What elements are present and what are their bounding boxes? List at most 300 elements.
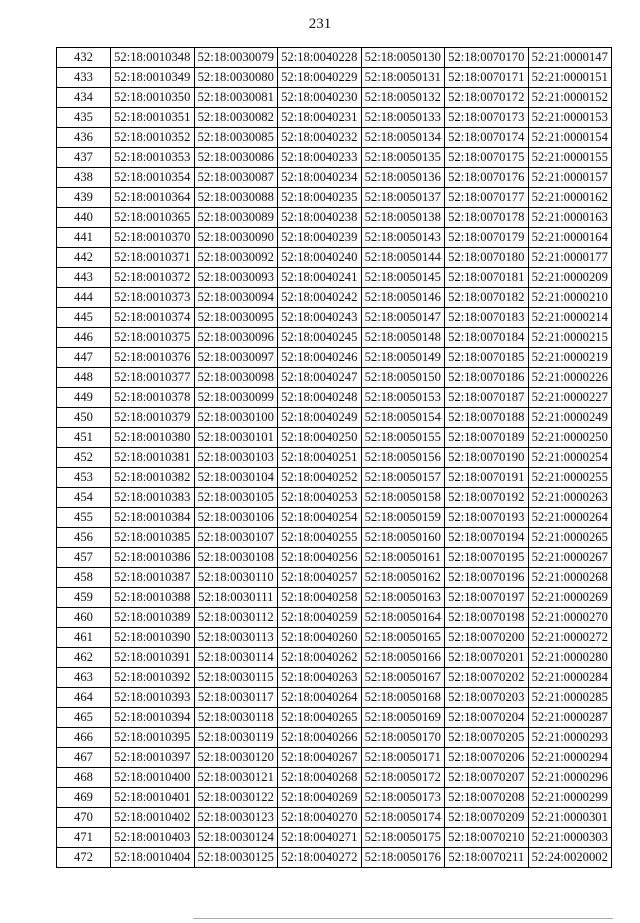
cadastral-number-cell: 52:18:0010389: [111, 608, 195, 628]
cadastral-number-cell: 52:18:0040264: [278, 688, 362, 708]
cadastral-number-cell: 52:18:0070185: [445, 348, 529, 368]
table-row: [57, 668, 612, 688]
row-number-cell: 465: [57, 708, 111, 728]
cadastral-number-cell: 52:18:0030086: [194, 148, 278, 168]
row-number-cell: 471: [57, 828, 111, 848]
cadastral-number-cell: 52:18:0070172: [445, 88, 529, 108]
cadastral-number-cell: 52:18:0050169: [361, 708, 445, 728]
cadastral-number-cell: 52:18:0040262: [278, 648, 362, 668]
table-row: [57, 228, 612, 248]
cadastral-number-cell: 52:21:0000226: [528, 368, 612, 388]
cadastral-number-cell: 52:18:0040256: [278, 548, 362, 568]
cadastral-number-cell: 52:18:0050154: [361, 408, 445, 428]
cadastral-number-cell: 52:21:0000214: [528, 308, 612, 328]
cadastral-number-cell: 52:21:0000153: [528, 108, 612, 128]
cadastral-number-cell: 52:18:0010348: [111, 48, 195, 68]
cadastral-number-cell: 52:18:0040252: [278, 468, 362, 488]
cadastral-number-cell: 52:18:0040255: [278, 528, 362, 548]
cadastral-number-cell: 52:18:0040245: [278, 328, 362, 348]
table-row: [57, 248, 612, 268]
table-row: [57, 708, 612, 728]
table-row: [57, 508, 612, 528]
row-number-cell: 442: [57, 248, 111, 268]
cadastral-number-cell: 52:18:0010385: [111, 528, 195, 548]
cadastral-number-cell: 52:18:0040241: [278, 268, 362, 288]
cadastral-number-cell: 52:21:0000164: [528, 228, 612, 248]
cadastral-number-cell: 52:18:0030079: [194, 48, 278, 68]
row-number-cell: 460: [57, 608, 111, 628]
cadastral-number-cell: 52:18:0050176: [361, 848, 445, 868]
cadastral-number-cell: 52:18:0030096: [194, 328, 278, 348]
cadastral-number-cell: 52:18:0050130: [361, 48, 445, 68]
cadastral-number-cell: 52:21:0000264: [528, 508, 612, 528]
cadastral-number-cell: 52:18:0070187: [445, 388, 529, 408]
cadastral-number-cell: 52:18:0030095: [194, 308, 278, 328]
cadastral-number-cell: 52:18:0070184: [445, 328, 529, 348]
cadastral-number-cell: 52:18:0010391: [111, 648, 195, 668]
cadastral-number-cell: 52:18:0050144: [361, 248, 445, 268]
cadastral-number-cell: 52:18:0070190: [445, 448, 529, 468]
cadastral-number-cell: 52:18:0030121: [194, 768, 278, 788]
cadastral-number-table: [56, 47, 612, 868]
table-row: [57, 288, 612, 308]
cadastral-number-cell: 52:18:0010354: [111, 168, 195, 188]
table-row: [57, 328, 612, 348]
row-number-cell: 469: [57, 788, 111, 808]
cadastral-number-cell: 52:18:0030107: [194, 528, 278, 548]
table-row: [57, 368, 612, 388]
cadastral-number-cell: 52:18:0040233: [278, 148, 362, 168]
row-number-cell: 464: [57, 688, 111, 708]
table-row: [57, 788, 612, 808]
row-number-cell: 472: [57, 848, 111, 868]
cadastral-number-cell: 52:18:0030090: [194, 228, 278, 248]
row-number-cell: 463: [57, 668, 111, 688]
cadastral-number-cell: 52:24:0020002: [528, 848, 612, 868]
cadastral-number-cell: 52:21:0000296: [528, 768, 612, 788]
table-row: [57, 348, 612, 368]
cadastral-number-cell: 52:18:0050145: [361, 268, 445, 288]
cadastral-number-cell: 52:18:0030094: [194, 288, 278, 308]
table-row: [57, 488, 612, 508]
cadastral-number-cell: 52:18:0030118: [194, 708, 278, 728]
row-number-cell: 470: [57, 808, 111, 828]
row-number-cell: 447: [57, 348, 111, 368]
cadastral-number-cell: 52:18:0070177: [445, 188, 529, 208]
cadastral-number-cell: 52:18:0050132: [361, 88, 445, 108]
cadastral-number-cell: 52:18:0010383: [111, 488, 195, 508]
cadastral-number-cell: 52:21:0000177: [528, 248, 612, 268]
cadastral-number-cell: 52:18:0070171: [445, 68, 529, 88]
cadastral-number-cell: 52:18:0040230: [278, 88, 362, 108]
cadastral-number-cell: 52:18:0030115: [194, 668, 278, 688]
cadastral-number-cell: 52:18:0070178: [445, 208, 529, 228]
table-row: [57, 828, 612, 848]
cadastral-number-cell: 52:18:0040260: [278, 628, 362, 648]
cadastral-number-cell: 52:18:0010350: [111, 88, 195, 108]
cadastral-number-cell: 52:18:0050175: [361, 828, 445, 848]
cadastral-number-cell: 52:18:0070174: [445, 128, 529, 148]
cadastral-number-cell: 52:18:0030093: [194, 268, 278, 288]
cadastral-number-cell: 52:18:0050171: [361, 748, 445, 768]
cadastral-number-cell: 52:18:0050149: [361, 348, 445, 368]
cadastral-number-cell: 52:18:0010378: [111, 388, 195, 408]
table-row: [57, 48, 612, 68]
table-row: [57, 88, 612, 108]
cadastral-number-cell: 52:18:0010401: [111, 788, 195, 808]
cadastral-number-cell: 52:21:0000155: [528, 148, 612, 168]
table-row: [57, 688, 612, 708]
cadastral-number-cell: 52:18:0070182: [445, 288, 529, 308]
row-number-cell: 450: [57, 408, 111, 428]
cadastral-number-cell: 52:18:0070189: [445, 428, 529, 448]
cadastral-number-cell: 52:18:0070201: [445, 648, 529, 668]
cadastral-number-cell: 52:18:0070176: [445, 168, 529, 188]
table-row: [57, 628, 612, 648]
cadastral-number-cell: 52:18:0010376: [111, 348, 195, 368]
cadastral-number-cell: 52:18:0040247: [278, 368, 362, 388]
cadastral-number-cell: 52:18:0070198: [445, 608, 529, 628]
row-number-cell: 444: [57, 288, 111, 308]
row-number-cell: 435: [57, 108, 111, 128]
cadastral-number-cell: 52:21:0000227: [528, 388, 612, 408]
cadastral-number-cell: 52:18:0040235: [278, 188, 362, 208]
cadastral-number-cell: 52:18:0040229: [278, 68, 362, 88]
cadastral-number-cell: 52:18:0030089: [194, 208, 278, 228]
cadastral-number-cell: 52:18:0050166: [361, 648, 445, 668]
cadastral-number-cell: 52:18:0030099: [194, 388, 278, 408]
cadastral-number-cell: 52:18:0040246: [278, 348, 362, 368]
cadastral-number-cell: 52:18:0010394: [111, 708, 195, 728]
row-number-cell: 458: [57, 568, 111, 588]
cadastral-number-cell: 52:21:0000254: [528, 448, 612, 468]
cadastral-number-cell: 52:18:0030117: [194, 688, 278, 708]
table-row: [57, 588, 612, 608]
cadastral-number-cell: 52:18:0040251: [278, 448, 362, 468]
table-row: [57, 68, 612, 88]
cadastral-number-cell: 52:21:0000268: [528, 568, 612, 588]
cadastral-number-cell: 52:21:0000209: [528, 268, 612, 288]
cadastral-number-cell: 52:18:0050165: [361, 628, 445, 648]
cadastral-number-cell: 52:18:0070203: [445, 688, 529, 708]
cadastral-number-cell: 52:18:0040269: [278, 788, 362, 808]
cadastral-number-cell: 52:18:0070173: [445, 108, 529, 128]
cadastral-number-cell: 52:18:0040270: [278, 808, 362, 828]
cadastral-number-cell: 52:21:0000284: [528, 668, 612, 688]
cadastral-number-cell: 52:18:0070209: [445, 808, 529, 828]
cadastral-number-cell: 52:18:0010364: [111, 188, 195, 208]
row-number-cell: 440: [57, 208, 111, 228]
cadastral-number-cell: 52:18:0070192: [445, 488, 529, 508]
cadastral-number-cell: 52:18:0010377: [111, 368, 195, 388]
cadastral-number-cell: 52:18:0030124: [194, 828, 278, 848]
cadastral-number-cell: 52:18:0070183: [445, 308, 529, 328]
page-number: 231: [308, 16, 332, 32]
cadastral-number-cell: 52:18:0010381: [111, 448, 195, 468]
cadastral-number-cell: 52:18:0010403: [111, 828, 195, 848]
row-number-cell: 441: [57, 228, 111, 248]
cadastral-number-cell: 52:18:0010384: [111, 508, 195, 528]
table-row: [57, 528, 612, 548]
cadastral-number-cell: 52:18:0030123: [194, 808, 278, 828]
cadastral-number-cell: 52:21:0000299: [528, 788, 612, 808]
table-row: [57, 268, 612, 288]
cadastral-number-cell: 52:18:0030101: [194, 428, 278, 448]
cadastral-number-cell: 52:18:0030114: [194, 648, 278, 668]
cadastral-number-cell: 52:21:0000163: [528, 208, 612, 228]
cadastral-number-cell: 52:18:0050137: [361, 188, 445, 208]
cadastral-number-cell: 52:18:0050136: [361, 168, 445, 188]
table-row: [57, 128, 612, 148]
cadastral-number-cell: 52:18:0070205: [445, 728, 529, 748]
row-number-cell: 456: [57, 528, 111, 548]
row-number-cell: 448: [57, 368, 111, 388]
cadastral-number-cell: 52:21:0000263: [528, 488, 612, 508]
row-number-cell: 445: [57, 308, 111, 328]
cadastral-number-cell: 52:18:0050134: [361, 128, 445, 148]
table-row: [57, 108, 612, 128]
table-row: [57, 748, 612, 768]
cadastral-number-cell: 52:18:0030106: [194, 508, 278, 528]
cadastral-number-cell: 52:18:0040272: [278, 848, 362, 868]
cadastral-number-cell: 52:18:0010352: [111, 128, 195, 148]
cadastral-number-cell: 52:21:0000151: [528, 68, 612, 88]
cadastral-number-cell: 52:18:0010372: [111, 268, 195, 288]
cadastral-number-cell: 52:18:0010380: [111, 428, 195, 448]
table-row: [57, 428, 612, 448]
row-number-cell: 457: [57, 548, 111, 568]
row-number-cell: 439: [57, 188, 111, 208]
cadastral-number-cell: 52:18:0070211: [445, 848, 529, 868]
cadastral-number-cell: 52:18:0030085: [194, 128, 278, 148]
cadastral-number-cell: 52:18:0050147: [361, 308, 445, 328]
cadastral-number-cell: 52:18:0070197: [445, 588, 529, 608]
cadastral-number-cell: 52:18:0030125: [194, 848, 278, 868]
row-number-cell: 449: [57, 388, 111, 408]
cadastral-number-cell: 52:18:0040265: [278, 708, 362, 728]
row-number-cell: 467: [57, 748, 111, 768]
cadastral-number-cell: 52:21:0000249: [528, 408, 612, 428]
cadastral-number-cell: 52:18:0010393: [111, 688, 195, 708]
table-row: [57, 648, 612, 668]
cadastral-number-cell: 52:18:0070188: [445, 408, 529, 428]
cadastral-number-cell: 52:21:0000301: [528, 808, 612, 828]
cadastral-number-cell: 52:18:0030082: [194, 108, 278, 128]
cadastral-number-cell: 52:18:0050156: [361, 448, 445, 468]
table-row: [57, 548, 612, 568]
cadastral-number-cell: 52:21:0000265: [528, 528, 612, 548]
cadastral-number-cell: 52:18:0040248: [278, 388, 362, 408]
row-number-cell: 433: [57, 68, 111, 88]
cadastral-number-cell: 52:18:0040239: [278, 228, 362, 248]
table-row: [57, 208, 612, 228]
cadastral-number-cell: 52:18:0040242: [278, 288, 362, 308]
cadastral-number-cell: 52:18:0040234: [278, 168, 362, 188]
row-number-cell: 446: [57, 328, 111, 348]
cadastral-number-cell: 52:18:0030111: [194, 588, 278, 608]
row-number-cell: 432: [57, 48, 111, 68]
cadastral-number-cell: 52:18:0010402: [111, 808, 195, 828]
cadastral-number-cell: 52:18:0040258: [278, 588, 362, 608]
cadastral-number-cell: 52:18:0070186: [445, 368, 529, 388]
cadastral-number-cell: 52:18:0010395: [111, 728, 195, 748]
cadastral-number-cell: 52:18:0030088: [194, 188, 278, 208]
cadastral-number-cell: 52:18:0050146: [361, 288, 445, 308]
cadastral-number-cell: 52:18:0030098: [194, 368, 278, 388]
cadastral-number-cell: 52:18:0040263: [278, 668, 362, 688]
cadastral-number-cell: 52:18:0010387: [111, 568, 195, 588]
cadastral-number-cell: 52:21:0000270: [528, 608, 612, 628]
cadastral-number-cell: 52:21:0000152: [528, 88, 612, 108]
cadastral-number-cell: 52:18:0070206: [445, 748, 529, 768]
cadastral-number-cell: 52:18:0010351: [111, 108, 195, 128]
cadastral-number-cell: 52:18:0030080: [194, 68, 278, 88]
cadastral-number-cell: 52:18:0040240: [278, 248, 362, 268]
cadastral-number-cell: 52:21:0000293: [528, 728, 612, 748]
cadastral-number-cell: 52:21:0000215: [528, 328, 612, 348]
cadastral-number-cell: 52:21:0000303: [528, 828, 612, 848]
cadastral-number-cell: 52:21:0000210: [528, 288, 612, 308]
cadastral-number-cell: 52:18:0010373: [111, 288, 195, 308]
cadastral-number-cell: 52:18:0050131: [361, 68, 445, 88]
cadastral-number-cell: 52:18:0040228: [278, 48, 362, 68]
cadastral-number-cell: 52:18:0050157: [361, 468, 445, 488]
cadastral-number-cell: 52:18:0050150: [361, 368, 445, 388]
cadastral-number-cell: 52:18:0050143: [361, 228, 445, 248]
cadastral-number-cell: 52:18:0070208: [445, 788, 529, 808]
cadastral-number-cell: 52:18:0010365: [111, 208, 195, 228]
cadastral-number-cell: 52:18:0070179: [445, 228, 529, 248]
row-number-cell: 459: [57, 588, 111, 608]
cadastral-number-cell: 52:18:0070194: [445, 528, 529, 548]
cadastral-number-cell: 52:18:0050167: [361, 668, 445, 688]
cadastral-number-cell: 52:21:0000147: [528, 48, 612, 68]
cadastral-number-cell: 52:18:0040267: [278, 748, 362, 768]
cadastral-number-cell: 52:18:0040266: [278, 728, 362, 748]
cadastral-number-cell: 52:18:0040268: [278, 768, 362, 788]
cadastral-number-cell: 52:18:0030122: [194, 788, 278, 808]
cadastral-number-cell: 52:18:0040231: [278, 108, 362, 128]
cadastral-number-cell: 52:18:0010371: [111, 248, 195, 268]
table-body: [57, 48, 612, 868]
cadastral-number-cell: 52:18:0030104: [194, 468, 278, 488]
cadastral-number-cell: 52:18:0040232: [278, 128, 362, 148]
cadastral-number-cell: 52:18:0070181: [445, 268, 529, 288]
cadastral-number-cell: 52:18:0030097: [194, 348, 278, 368]
cadastral-number-cell: 52:18:0030112: [194, 608, 278, 628]
cadastral-number-cell: 52:18:0040250: [278, 428, 362, 448]
cadastral-number-cell: 52:18:0040249: [278, 408, 362, 428]
cadastral-number-cell: 52:18:0050174: [361, 808, 445, 828]
cadastral-number-cell: 52:18:0030103: [194, 448, 278, 468]
cadastral-number-cell: 52:18:0070180: [445, 248, 529, 268]
cadastral-number-cell: 52:18:0040271: [278, 828, 362, 848]
cadastral-number-cell: 52:21:0000162: [528, 188, 612, 208]
cadastral-number-cell: 52:18:0010382: [111, 468, 195, 488]
table-row: [57, 388, 612, 408]
cadastral-number-cell: 52:18:0040259: [278, 608, 362, 628]
cadastral-number-cell: 52:21:0000272: [528, 628, 612, 648]
cadastral-number-cell: 52:18:0030081: [194, 88, 278, 108]
cadastral-number-cell: 52:18:0070200: [445, 628, 529, 648]
cadastral-number-cell: 52:18:0010349: [111, 68, 195, 88]
table-row: [57, 408, 612, 428]
cadastral-number-cell: 52:18:0050133: [361, 108, 445, 128]
cadastral-number-cell: 52:21:0000250: [528, 428, 612, 448]
row-number-cell: 451: [57, 428, 111, 448]
cadastral-number-cell: 52:18:0010370: [111, 228, 195, 248]
cadastral-number-cell: 52:18:0030092: [194, 248, 278, 268]
cadastral-number-cell: 52:18:0030108: [194, 548, 278, 568]
cadastral-number-cell: 52:18:0040243: [278, 308, 362, 328]
cadastral-number-cell: 52:18:0010386: [111, 548, 195, 568]
cadastral-number-cell: 52:18:0050160: [361, 528, 445, 548]
cadastral-number-cell: 52:18:0050159: [361, 508, 445, 528]
cadastral-number-cell: 52:18:0070196: [445, 568, 529, 588]
table-row: [57, 168, 612, 188]
cadastral-number-cell: 52:18:0050155: [361, 428, 445, 448]
table-row: [57, 768, 612, 788]
row-number-cell: 455: [57, 508, 111, 528]
cadastral-number-cell: 52:18:0070191: [445, 468, 529, 488]
cadastral-number-cell: 52:18:0010392: [111, 668, 195, 688]
cadastral-number-cell: 52:18:0050173: [361, 788, 445, 808]
cadastral-number-cell: 52:18:0030087: [194, 168, 278, 188]
cadastral-number-cell: 52:18:0050138: [361, 208, 445, 228]
cadastral-number-cell: 52:21:0000157: [528, 168, 612, 188]
cadastral-number-cell: 52:18:0010353: [111, 148, 195, 168]
cadastral-number-cell: 52:18:0070210: [445, 828, 529, 848]
cadastral-number-cell: 52:18:0040257: [278, 568, 362, 588]
table-row: [57, 448, 612, 468]
cadastral-number-cell: 52:18:0010375: [111, 328, 195, 348]
cadastral-number-cell: 52:18:0070170: [445, 48, 529, 68]
table-row: [57, 608, 612, 628]
cadastral-number-cell: 52:18:0050163: [361, 588, 445, 608]
row-number-cell: 461: [57, 628, 111, 648]
cadastral-number-cell: 52:21:0000280: [528, 648, 612, 668]
page-bottom-rule: [193, 918, 613, 919]
table-row: [57, 188, 612, 208]
cadastral-number-cell: 52:18:0070202: [445, 668, 529, 688]
row-number-cell: 468: [57, 768, 111, 788]
cadastral-number-cell: 52:21:0000285: [528, 688, 612, 708]
table-row: [57, 568, 612, 588]
cadastral-number-cell: 52:21:0000294: [528, 748, 612, 768]
cadastral-number-cell: 52:18:0070195: [445, 548, 529, 568]
cadastral-number-cell: 52:18:0030105: [194, 488, 278, 508]
cadastral-number-cell: 52:18:0040254: [278, 508, 362, 528]
cadastral-number-cell: 52:18:0040238: [278, 208, 362, 228]
row-number-cell: 434: [57, 88, 111, 108]
cadastral-number-cell: 52:18:0050172: [361, 768, 445, 788]
cadastral-number-cell: 52:18:0050170: [361, 728, 445, 748]
cadastral-number-cell: 52:18:0050158: [361, 488, 445, 508]
cadastral-number-cell: 52:18:0050164: [361, 608, 445, 628]
cadastral-number-cell: 52:18:0010397: [111, 748, 195, 768]
row-number-cell: 436: [57, 128, 111, 148]
cadastral-number-cell: 52:18:0050161: [361, 548, 445, 568]
cadastral-number-cell: 52:18:0050135: [361, 148, 445, 168]
row-number-cell: 462: [57, 648, 111, 668]
cadastral-number-cell: 52:18:0070175: [445, 148, 529, 168]
cadastral-number-cell: 52:18:0010400: [111, 768, 195, 788]
table-row: [57, 848, 612, 868]
cadastral-number-cell: 52:21:0000267: [528, 548, 612, 568]
row-number-cell: 452: [57, 448, 111, 468]
cadastral-number-cell: 52:18:0050162: [361, 568, 445, 588]
cadastral-number-cell: 52:18:0030100: [194, 408, 278, 428]
